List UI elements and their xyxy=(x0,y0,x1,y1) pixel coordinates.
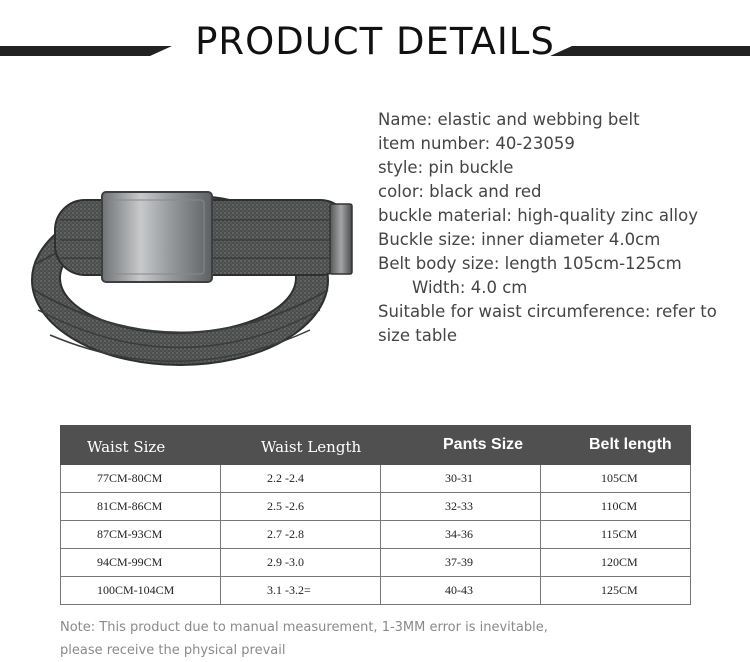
cell-pants-size: 37-39 xyxy=(381,549,541,577)
cell-waist-size: 87CM-93CM xyxy=(61,521,221,549)
cell-waist-size: 100CM-104CM xyxy=(61,577,221,605)
spec-belt-body-size: Belt body size: length 105cm-125cm xyxy=(378,254,682,273)
spec-color: color: black and red xyxy=(378,182,542,201)
table-row xyxy=(61,549,691,577)
cell-waist-length: 2.9 -3.0 xyxy=(221,549,381,577)
header-pants-size: Pants Size xyxy=(381,426,541,465)
table-row xyxy=(61,465,691,493)
cell-waist-length: 3.1 -3.2= xyxy=(221,577,381,605)
spec-list xyxy=(378,108,750,348)
spec-item-number: item number: 40-23059 xyxy=(378,134,575,153)
note-line-1: Note: This product due to manual measurement, 1-3MM error is inevitable, xyxy=(60,620,548,635)
header-waist-size: Waist Size xyxy=(61,426,221,465)
cell-waist-size: 77CM-80CM xyxy=(61,465,221,493)
size-table xyxy=(60,425,691,605)
cell-belt-length: 110CM xyxy=(541,493,691,521)
cell-pants-size: 32-33 xyxy=(381,493,541,521)
spec-width: Width: 4.0 cm xyxy=(412,278,528,297)
cell-pants-size: 34-36 xyxy=(381,521,541,549)
table-row xyxy=(61,493,691,521)
cell-belt-length: 120CM xyxy=(541,549,691,577)
page-title: PRODUCT DETAILS xyxy=(195,20,555,63)
cell-waist-length: 2.2 -2.4 xyxy=(221,465,381,493)
cell-waist-size: 94CM-99CM xyxy=(61,549,221,577)
spec-buckle-size: Buckle size: inner diameter 4.0cm xyxy=(378,230,661,249)
belt-product-image xyxy=(20,160,365,370)
cell-waist-length: 2.7 -2.8 xyxy=(221,521,381,549)
spec-style: style: pin buckle xyxy=(378,158,514,177)
header-belt-length: Belt length xyxy=(541,426,691,465)
cell-waist-length: 2.5 -2.6 xyxy=(221,493,381,521)
measurement-note xyxy=(60,616,700,662)
cell-belt-length: 115CM xyxy=(541,521,691,549)
table-row xyxy=(61,521,691,549)
size-table-header-row xyxy=(61,426,691,465)
title-banner xyxy=(0,14,750,70)
spec-buckle-material: buckle material: high-quality zinc alloy xyxy=(378,206,698,225)
note-line-2: please receive the physical prevail xyxy=(60,643,286,658)
cell-waist-size: 81CM-86CM xyxy=(61,493,221,521)
spec-waist-fit: Suitable for waist circumference: refer to size table xyxy=(378,302,717,345)
cell-pants-size: 40-43 xyxy=(381,577,541,605)
header-waist-length: Waist Length xyxy=(221,426,381,465)
cell-pants-size: 30-31 xyxy=(381,465,541,493)
cell-belt-length: 125CM xyxy=(541,577,691,605)
cell-belt-length: 105CM xyxy=(541,465,691,493)
table-row xyxy=(61,577,691,605)
spec-name: Name: elastic and webbing belt xyxy=(378,110,640,129)
